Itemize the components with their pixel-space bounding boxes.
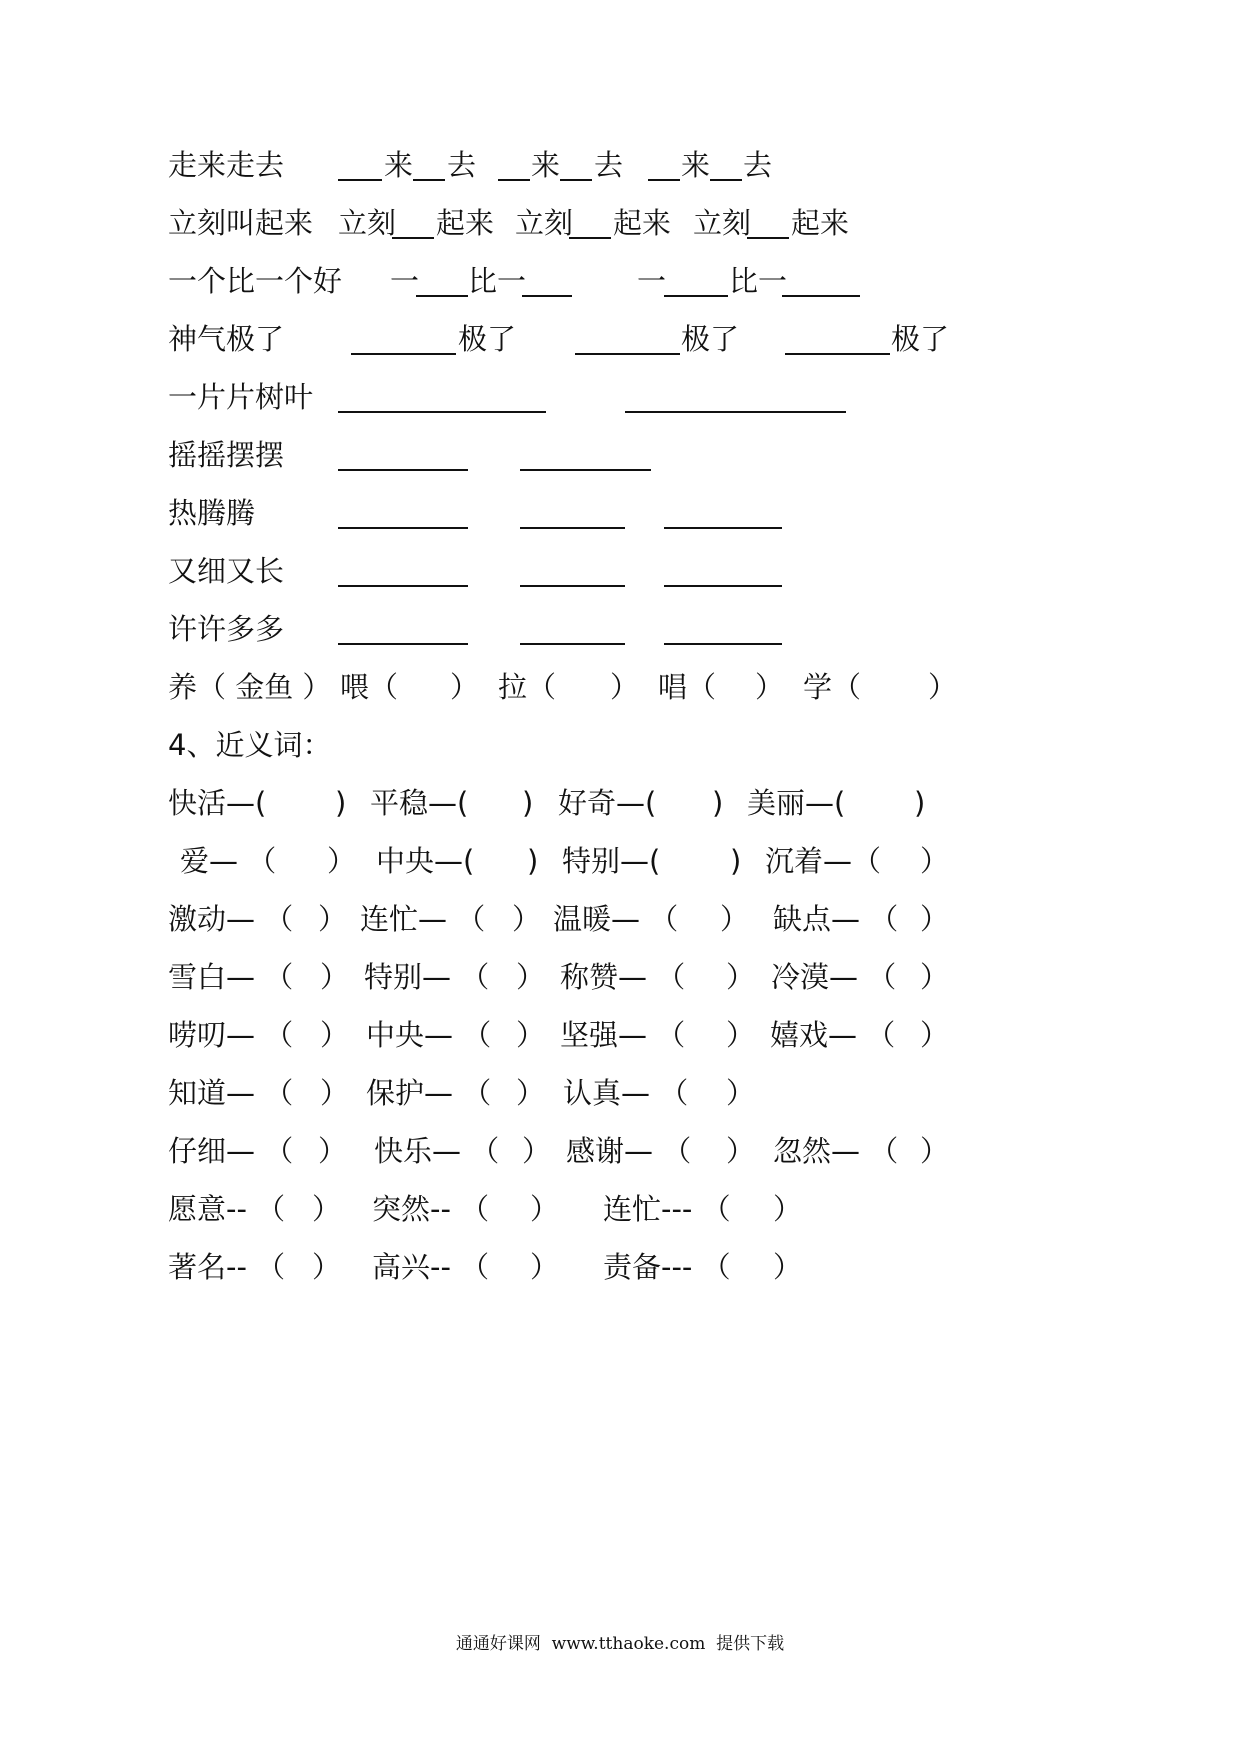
blank-line <box>747 237 789 239</box>
synonym-paren: ） <box>920 1134 950 1168</box>
collocation-paren: ） <box>450 670 480 704</box>
synonym-paren: ） <box>320 960 350 994</box>
pattern-text: 起来 <box>436 206 495 240</box>
footer-credit: 通通好课网 www.tthaoke.com 提供下载 <box>455 1634 785 1654</box>
synonym-item: 美丽—( <box>747 786 846 820</box>
blank-line <box>569 237 611 239</box>
pattern-text: 比一 <box>468 264 527 298</box>
pattern-text: 立刻 <box>693 206 752 240</box>
blank-line <box>664 643 782 645</box>
synonym-item: 特别—( <box>562 844 661 878</box>
synonym-paren: ） <box>726 1134 756 1168</box>
synonym-paren: ） <box>726 1076 756 1110</box>
synonym-item: 愿意-- （ <box>168 1192 286 1226</box>
synonym-paren: ） <box>320 1018 350 1052</box>
blank-line <box>522 295 572 297</box>
collocation-item: 喂（ <box>340 670 399 704</box>
blank-line <box>338 527 468 529</box>
blank-line <box>351 353 456 355</box>
synonym-item: 认真— （ <box>563 1076 689 1110</box>
pattern-word: 一片片树叶 <box>168 380 314 414</box>
synonym-item: 中央—( <box>376 844 475 878</box>
synonym-paren: ） <box>312 1192 342 1226</box>
collocation-item: 唱（ <box>658 670 717 704</box>
blank-line <box>338 585 468 587</box>
synonym-paren: ) <box>527 844 539 878</box>
synonym-paren: ） <box>726 960 756 994</box>
synonym-paren: ） <box>920 844 950 878</box>
synonym-paren: ） <box>720 902 750 936</box>
blank-line <box>338 179 382 181</box>
synonym-paren: ） <box>920 902 950 936</box>
pattern-text: 立刻 <box>515 206 574 240</box>
synonym-item: 连忙--- （ <box>603 1192 731 1226</box>
synonym-item: 责备--- （ <box>603 1250 731 1284</box>
pattern-text: 去 <box>594 148 624 182</box>
synonym-item: 激动— （ <box>168 902 294 936</box>
synonym-item: 称赞— （ <box>560 960 686 994</box>
pattern-text: 来 <box>681 148 711 182</box>
synonym-item: 知道— （ <box>168 1076 294 1110</box>
collocation-item: 拉（ <box>498 670 557 704</box>
synonym-paren: ） <box>773 1250 803 1284</box>
synonym-item: 平稳—( <box>370 786 469 820</box>
synonym-paren: ) <box>712 786 724 820</box>
blank-line <box>520 643 625 645</box>
collocation-paren: ） <box>610 670 640 704</box>
section-heading: 4、近义词： <box>168 728 332 762</box>
synonym-paren: ） <box>318 902 348 936</box>
blank-line <box>338 643 468 645</box>
blank-line <box>664 585 782 587</box>
synonym-paren: ） <box>312 1250 342 1284</box>
pattern-text: 来 <box>384 148 414 182</box>
synonym-paren: ） <box>530 1250 560 1284</box>
pattern-text: 去 <box>743 148 773 182</box>
pattern-text: 一 <box>637 264 667 298</box>
synonym-paren: ） <box>320 1076 350 1110</box>
blank-line <box>625 411 846 413</box>
synonym-paren: ） <box>920 1018 950 1052</box>
pattern-word: 许许多多 <box>168 612 285 646</box>
blank-line <box>392 237 434 239</box>
synonym-item: 连忙— （ <box>360 902 486 936</box>
pattern-word: 热腾腾 <box>168 496 256 530</box>
synonym-item: 快活—( <box>168 786 267 820</box>
blank-line <box>664 295 728 297</box>
blank-line <box>416 295 468 297</box>
pattern-text: 去 <box>447 148 477 182</box>
synonym-paren: ） <box>773 1192 803 1226</box>
collocation-paren: ） <box>755 670 785 704</box>
synonym-paren: ） <box>516 960 546 994</box>
pattern-text: 起来 <box>791 206 850 240</box>
synonym-item: 沉着—（ <box>765 844 882 878</box>
synonym-paren: ) <box>335 786 347 820</box>
synonym-item: 嬉戏— （ <box>770 1018 896 1052</box>
blank-line <box>575 353 680 355</box>
pattern-text: 立刻 <box>338 206 397 240</box>
blank-line <box>782 295 860 297</box>
pattern-text: 极了 <box>891 322 950 356</box>
pattern-word: 摇摇摆摆 <box>168 438 285 472</box>
pattern-text: 比一 <box>729 264 788 298</box>
pattern-text: 起来 <box>613 206 672 240</box>
blank-line <box>710 179 742 181</box>
synonym-item: 雪白— （ <box>168 960 294 994</box>
synonym-paren: ） <box>318 1134 348 1168</box>
pattern-text: 一 <box>390 264 420 298</box>
synonym-item: 中央— （ <box>366 1018 492 1052</box>
synonym-paren: ） <box>726 1018 756 1052</box>
synonym-paren: ） <box>327 844 357 878</box>
synonym-paren: ） <box>512 902 542 936</box>
synonym-item: 缺点— （ <box>773 902 899 936</box>
synonym-item: 坚强— （ <box>560 1018 686 1052</box>
blank-line <box>498 179 530 181</box>
blank-line <box>520 527 625 529</box>
synonym-item: 唠叨— （ <box>168 1018 294 1052</box>
blank-line <box>338 411 546 413</box>
synonym-item: 好奇—( <box>558 786 657 820</box>
synonym-paren: ） <box>920 960 950 994</box>
synonym-item: 冷漠— （ <box>771 960 897 994</box>
synonym-paren: ) <box>522 786 534 820</box>
synonym-paren: ） <box>522 1134 552 1168</box>
pattern-word: 立刻叫起来 <box>168 206 314 240</box>
synonym-item: 温暖— （ <box>553 902 679 936</box>
collocation-item: 学（ <box>803 670 862 704</box>
blank-line <box>338 469 468 471</box>
blank-line <box>785 353 890 355</box>
pattern-word: 一个比一个好 <box>168 264 343 298</box>
blank-line <box>648 179 680 181</box>
synonym-item: 快乐— （ <box>374 1134 500 1168</box>
pattern-word: 又细又长 <box>168 554 285 588</box>
pattern-text: 极了 <box>458 322 517 356</box>
synonym-item: 保护— （ <box>366 1076 492 1110</box>
pattern-text: 极了 <box>681 322 740 356</box>
blank-line <box>413 179 445 181</box>
synonym-item: 突然-- （ <box>372 1192 490 1226</box>
synonym-paren: ) <box>914 786 926 820</box>
blank-line <box>520 585 625 587</box>
synonym-paren: ） <box>516 1076 546 1110</box>
synonym-paren: ） <box>530 1192 560 1226</box>
synonym-item: 著名-- （ <box>168 1250 286 1284</box>
blank-line <box>664 527 782 529</box>
synonym-item: 仔细— （ <box>168 1134 294 1168</box>
collocation-paren: ） <box>928 670 958 704</box>
pattern-text: 来 <box>531 148 561 182</box>
synonym-item: 感谢— （ <box>566 1134 692 1168</box>
pattern-word: 神气极了 <box>168 322 285 356</box>
synonym-item: 忽然— （ <box>773 1134 899 1168</box>
synonym-item: 高兴-- （ <box>372 1250 490 1284</box>
synonym-paren: ) <box>730 844 742 878</box>
synonym-item: 爱— （ <box>180 844 277 878</box>
blank-line <box>520 469 651 471</box>
collocation-item: 养（ 金鱼 ） <box>168 670 332 704</box>
blank-line <box>560 179 592 181</box>
synonym-item: 特别— （ <box>364 960 490 994</box>
pattern-word: 走来走去 <box>168 148 285 182</box>
synonym-paren: ） <box>516 1018 546 1052</box>
